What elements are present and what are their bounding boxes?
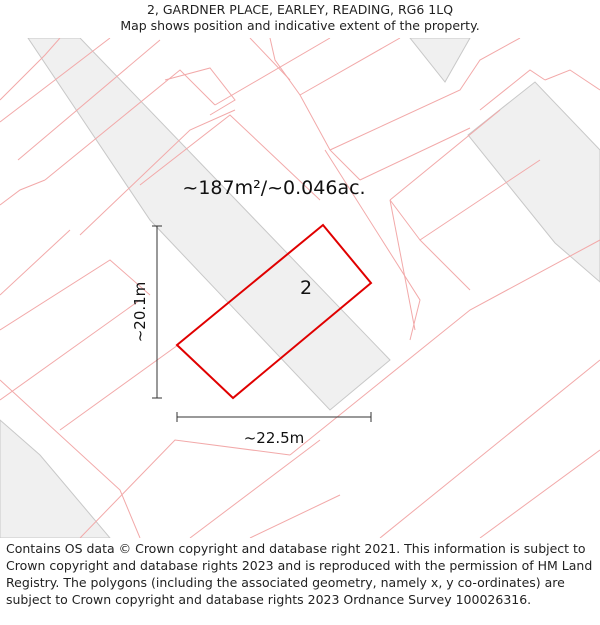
plot-number-label: 2 (299, 277, 313, 299)
property-address: 2, GARDNER PLACE, EARLEY, READING, RG6 1LQ (146, 2, 454, 17)
building-bottom-left (0, 420, 110, 538)
parcel-line (165, 68, 235, 115)
width-label: ~22.5m (243, 429, 305, 447)
map-canvas (0, 38, 600, 538)
parcel-line (380, 360, 600, 538)
height-label: ~20.1m (131, 281, 149, 343)
building-right-terrace (468, 82, 600, 282)
attribution-text: Contains OS data © Crown copyright and database right 2021. This information is subject to Crown copyright and database rights 2023 and is reproduced with the permission of HM Land Registry. The polygons (including the associated geometry, namely x, y co-ordinates) are subject to Crown copyright and database rights 2023 Ordnance Survey 100026316. (6, 541, 593, 607)
parcel-line (190, 440, 320, 538)
map-area (0, 38, 600, 538)
map-subtitle: Map shows position and indicative extent of the property. (120, 18, 480, 33)
parcel-line (480, 450, 600, 538)
parcel-line (360, 128, 470, 180)
parcel-line (270, 38, 360, 180)
map-header (0, 0, 600, 38)
parcel-line (80, 440, 290, 538)
parcel-line (0, 300, 140, 400)
parcel-line (390, 200, 415, 330)
parcel-line (545, 70, 600, 90)
building-top-right (410, 38, 470, 82)
parcel-line (60, 345, 178, 430)
parcel-line (0, 180, 45, 205)
parcel-line (420, 240, 470, 290)
area-label: ~187m²/~0.046ac. (182, 177, 366, 199)
height-dimension (152, 226, 162, 398)
parcel-line (250, 38, 290, 80)
parcel-line (0, 230, 70, 295)
parcel-line (250, 495, 340, 538)
parcel-line (0, 260, 150, 330)
building-central-terrace (28, 38, 390, 410)
